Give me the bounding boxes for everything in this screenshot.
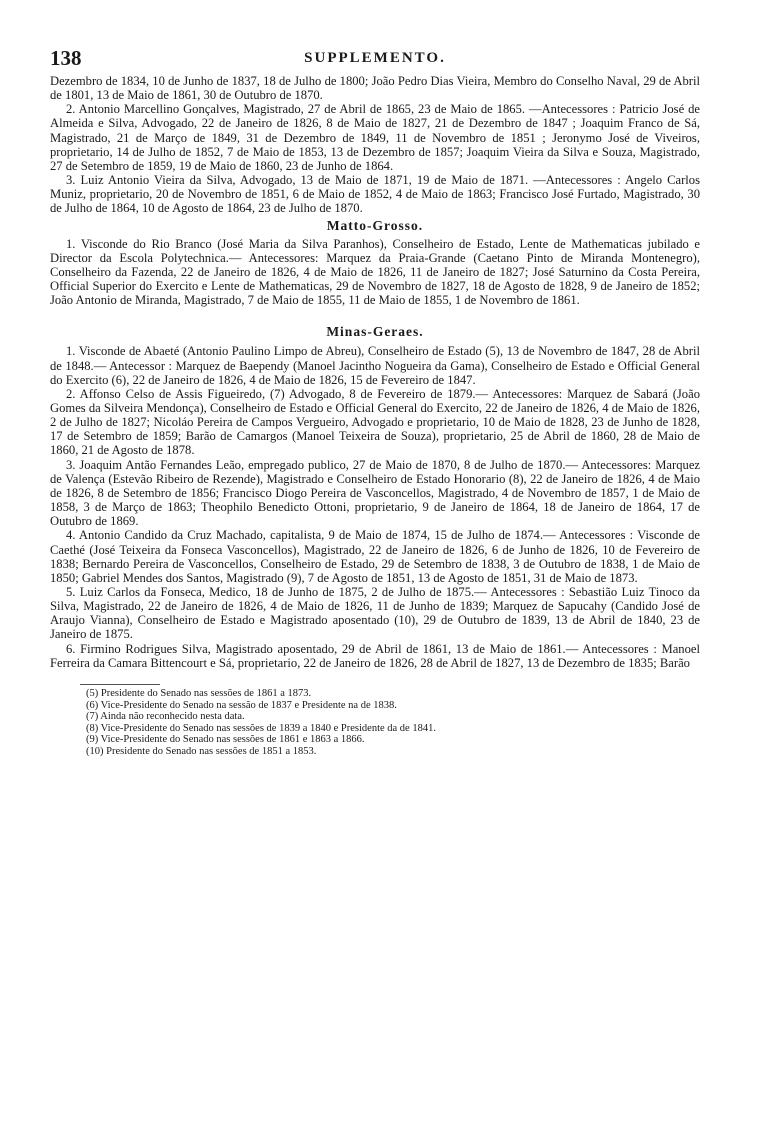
page-header [50, 44, 700, 74]
footnote-divider [50, 684, 700, 686]
paragraph-entry: 1. Visconde do Rio Branco (José Maria da Silva Paranhos), Conselheiro de Estado, Lente de Mathematicas jubilado e Director da Escola Polytechnica.— Antecessores: Marquez da Praia-Grande (Caetano Pinto de Miranda Montenegro), Conselheiro da Fazenda, 22 de Janeiro de 1826, 4 de Maio de 1826, 11 de Janeiro de 1827; José Saturnino da Costa Pereira, Official Superior do Exercito e Lente de Mathematicas, 29 de Novembro de 1827, 18 de Agosto de 1828, 9 de Janeiro de 1852; João Antonio de Miranda, Magistrado, 7 de Maio de 1855, 11 de Maio de 1855, 1 de Novembro de 1861. [50, 236, 700, 308]
section-heading-minas-geraes: Minas-Geraes. [326, 324, 424, 340]
paragraph-entry: 3. Joaquim Antão Fernandes Leão, empregado publico, 27 de Maio de 1870, 8 de Julho de 1870.— Antecessores: Marquez de Valença (Estevão Ribeiro de Rezende), Magistrado e Conselheiro de Estado Honorario (8), 22 de Janeiro de 1826, 4 de Maio de 1826, 8 de Setembro de 1856; Francisco Diogo Pereira de Vasconcellos, Magistrado, 4 de Novembro de 1857, 1 de Maio de 1858, 3 de Março de 1863; Theophilo Benedicto Ottoni, proprietario, 9 de Janeiro de 1864, 18 de Janeiro de 1864, 17 de Outubro de 1869. [50, 457, 700, 529]
paragraph-entry: 3. Luiz Antonio Vieira da Silva, Advogado, 13 de Maio de 1871, 19 de Maio de 1871. —Antecessores : Angelo Carlos Muniz, proprietario, 20 de Novembro de 1851, 6 de Maio de 1852, 4 de Maio de 1863; Francisco José Furtado, Magistrado, 30 de Julho de 1864, 10 de Agosto de 1864, 23 de Julho de 1870. [50, 173, 700, 216]
footnote: (9) Vice-Presidente do Senado nas sessões de 1861 e 1863 a 1866. [86, 734, 365, 746]
section-heading-matto-grosso: Matto-Grosso. [326, 217, 424, 233]
page-number: 138 [50, 46, 82, 70]
document-page [50, 44, 700, 1104]
paragraph-entry: 1. Visconde de Abaeté (Antonio Paulino Limpo de Abreu), Conselheiro de Estado (5), 13 de Novembro de 1847, 28 de Abril de 1848.— Antecessor : Marquez de Baependy (Manoel Jacintho Nogueira da Gama), Conselheiro de Estado e Official General do Exercito (6), 22 de Janeiro de 1826, 4 de Maio de 1826, 15 de Fevereiro de 1847. [50, 344, 700, 387]
footnotes [50, 688, 700, 758]
paragraph-entry: 5. Luiz Carlos da Fonseca, Medico, 18 de Junho de 1875, 2 de Julho de 1875.— Antecessores : Sebastião Luiz Tinoco da Silva, Magistrado, 22 de Janeiro de 1826, 4 de Maio de 1826, 11 de Junho de 1839; Marquez de Sapucahy (Candido José de Araujo Vianna), Conselheiro de Estado e Magistrado aposentado (10), 29 de Outubro de 1839, 13 de Abril de 1840, 23 de Janeiro de 1875. [50, 585, 700, 642]
footnote: (8) Vice-Presidente do Senado nas sessões de 1839 a 1840 e Presidente da de 1841. [86, 722, 436, 734]
footnote: (7) Ainda não reconhecido nesta data. [86, 711, 245, 723]
paragraph-entry: 2. Affonso Celso de Assis Figueiredo, (7) Advogado, 8 de Fevereiro de 1879.— Antecessores: Marquez de Sabará (João Gomes da Silveira Mendonça), Conselheiro de Estado e Official General do Exercito, 22 de Janeiro de 1826, 4 de Maio de 1826, 2 de Julho de 1827; Nicoláo Pereira de Campos Vergueiro, Advogado e proprietario, 10 de Maio de 1828, 23 de Junho de 1828, 17 de Setembro de 1859; Barão de Camargos (Manoel Teixeira de Souza), proprietario, 25 de Abril de 1860, 28 de Maio de 1860, 21 de Agosto de 1878. [50, 386, 700, 458]
footnote: (6) Vice-Presidente do Senado na sessão de 1837 e Presidente na de 1838. [86, 699, 397, 711]
footnote-rule [80, 684, 160, 685]
footnote: (10) Presidente do Senado nas sessões de 1851 a 1853. [86, 745, 317, 757]
paragraph-entry: 4. Antonio Candido da Cruz Machado, capitalista, 9 de Maio de 1874, 15 de Julho de 1874.— Antecessores : Visconde de Caethé (José Teixeira da Fonseca Vasconcellos), Magistrado, 22 de Janeiro de 1826, 6 de Junho de 1826, 10 de Fevereiro de 1838; Bernardo Pereira de Vasconcellos, Conselheiro de Estado, 29 de Setembro de 1838, 3 de Outubro de 1838, 1 de Maio de 1850; Gabriel Mendes dos Santos, Magistrado (9), 7 de Agosto de 1851, 13 de Agosto de 1851, 31 de Maio de 1873. [50, 528, 700, 585]
footnote: (5) Presidente do Senado nas sessões de 1861 a 1873. [86, 687, 312, 699]
paragraph-entry: 6. Firmino Rodrigues Silva, Magistrado aposentado, 29 de Abril de 1861, 13 de Maio de 1861.— Antecessores : Manoel Ferreira da Camara Bittencourt e Sá, proprietario, 22 de Janeiro de 1826, 28 de Abril de 1827, 13 de Dezembro de 1835; Barão [50, 641, 700, 670]
paragraph-continuation: Dezembro de 1834, 10 de Junho de 1837, 18 de Julho de 1800; João Pedro Dias Vieira, Membro do Conselho Naval, 29 de Abril de 1801, 13 de Maio de 1861, 30 de Outubro de 1870. [50, 74, 700, 103]
running-title: SUPPLEMENTO. [304, 50, 446, 66]
paragraph-entry: 2. Antonio Marcellino Gonçalves, Magistrado, 27 de Abril de 1865, 23 de Maio de 1865. —Antecessores : Patricio José de Almeida e Silva, Advogado, 22 de Janeiro de 1826, 8 de Maio de 1827, 21 de Dezembro de 1847 ; Joaquim Franco de Sá, Magistrado, 21 de Março de 1849, 31 de Dezembro de 1849, 11 de Novembro de 1851 ; Jeronymo José de Viveiros, proprietario, 14 de Julho de 1852, 7 de Maio de 1853, 13 de Dezembro de 1857; Joaquim Vieira da Silva e Souza, Magistrado, 27 de Setembro de 1859, 19 de Maio de 1860, 23 de Junho de 1864. [50, 102, 700, 173]
